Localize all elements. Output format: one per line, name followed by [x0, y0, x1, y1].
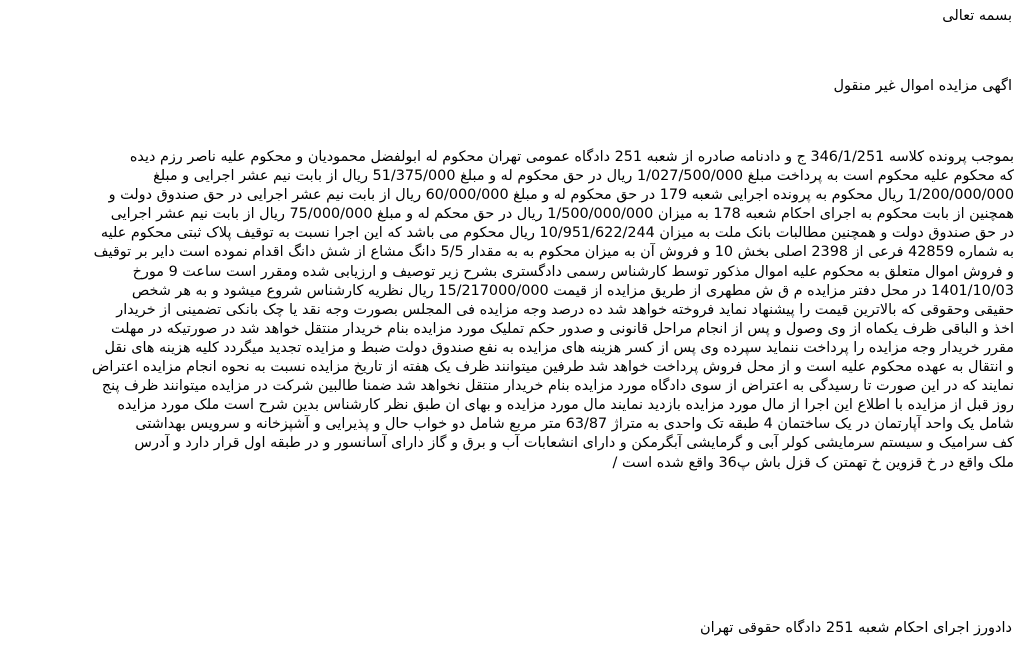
notice-title: اگهی مزایده اموال غیر منقول: [833, 78, 1012, 94]
body-line: اخذ و الباقی ظرف یکماه از وی وصول و پس از انجام مراحل قانونی و صدور حکم تملیک مورد مزایده بنام خریدار منتقل خواهد شد در صورتیکه در مهلت: [111, 320, 1014, 337]
body-line: نمایند که در این صورت تا رسیدگی به اعتراض از سوی دادگاه مورد مزایده بنام خریدار منتقل نخواهد شد ضمنا طالبین شرکت در مزایده میتوانند ظرف پنج: [101, 378, 1014, 395]
body-line: به شماره 42859 فرعی از 2398 اصلی بخش 10 و فروش آن به میزان محکوم به به مقدار 5/5 دانگ مشاع از شش دانگ اقدام نموده است دایر بر توقیف: [93, 244, 1014, 261]
body-line: 1401/10/03 در محل دفتر مزایده م ق ش مطهری از طریق مزایده از قیمت 15/217000/000 ریال نظریه کارشناس شروع میشود و به هر شخص: [131, 282, 1014, 299]
body-line: 1/200/000/000 ریال محکوم به پرونده اجرایی شعبه 179 در حق محکوم له و مبلغ 60/000/000 ریال از بابت نیم عشر اجرایی در حق صندوق دولت و: [108, 187, 1014, 204]
body-line: که محکوم علیه محکوم است به پرداخت مبلغ 1/027/500/000 ریال در حق محکوم له و مبلغ 51/375/000 ریال از بابت نیم عشر اجرایی و مبلغ: [153, 168, 1014, 185]
notice-body: [10, 148, 1014, 473]
body-line: و فروش اموال متعلق به محکوم علیه اموال مذکور توسط کارشناس رسمی دادگستری بشرح زیر توصیف و ارزیابی شده ومقرر است ساعت 9 مورخ: [132, 263, 1014, 280]
signature-line: دادورز اجرای احکام شعبه 251 دادگاه حقوقی تهران: [699, 620, 1012, 636]
body-line: مقرر خریدار وجه مزایده را پرداخت ننماید سپرده وی پس از کسر هزینه های مزایده به نفع صندوق دولت ضبط و مزایده تجدید میگردد کلیه هزینه های نقل: [104, 339, 1014, 356]
body-line: و انتقال به عهده محکوم علیه است و از محل فروش پرداخت خواهد شد طرفین میتوانند ظرف یک هفته از تاریخ مزایده نسبت به نحوه انجام مزایده اعتراض: [91, 359, 1014, 376]
body-line: در حق صندوق دولت و همچنین مطالبات بانک ملت به میزان 10/951/622/244 ریال محکوم می باشد که این اجرا نسبت به توقیف پلاک ثبتی محکوم علیه: [100, 225, 1014, 242]
body-line: شامل یک واحد آپارتمان در یک ساختمان 4 طبقه تک واحدی به متراژ 63/87 متر مربع شامل دو خواب حال و پذیرایی و آشپزخانه و سرویس بهداشتی: [135, 416, 1014, 433]
body-line: ملک واقع در خ قزوین خ تهمتن ک قزل باش پ36 واقع شده است /: [612, 454, 1014, 471]
body-line: کف سرامیک و سیستم سرمایشی کولر آبی و گرمایشی آبگرمکن و دارای انشعابات آب و برق و گاز دارای آسانسور و در طبقه اول قرار دارد و آدرس: [134, 435, 1014, 452]
body-line: همچنین از بابت محکوم به اجرای احکام شعبه 178 به میزان 1/500/000/000 ریال در حق محکم له و مبلغ 75/000/000 ریال از بابت نیم عشر اجرایی: [110, 206, 1014, 223]
body-line: روز قبل از مزایده با اطلاع این اجرا از مال مورد مزایده بازدید نمایند مال مورد مزایده و بهای ان طبق نظر کارشناس بدین شرح است ملک مورد مزایده: [117, 397, 1014, 414]
body-line: بموجب پرونده کلاسه 346/1/251 ج و دادنامه صادره از شعبه 251 دادگاه عمومی تهران محکوم له ابولفضل محمودیان و محکوم علیه ناصر رزم دیده: [129, 149, 1014, 165]
body-line: حقیقی وحقوقی که بالاترین قیمت را پیشنهاد نماید فروخته خواهد شد ده درصد وجه مزایده فی المجلس بصورت وجه نقد یا چک بانکی تضمینی از خریدار: [116, 301, 1014, 318]
bismillah-heading: بسمه تعالی: [942, 8, 1012, 24]
